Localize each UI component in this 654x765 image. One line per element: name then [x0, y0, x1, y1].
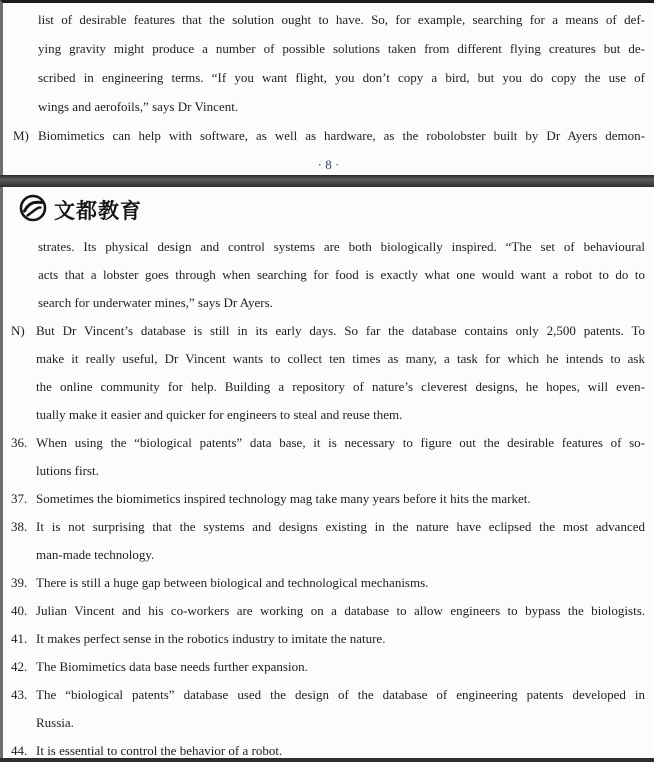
paragraph-label-n: N) [11, 323, 25, 338]
wendu-logo [19, 195, 654, 225]
paragraph-m [13, 121, 645, 150]
page-top [0, 0, 654, 175]
question-number: 44. [11, 743, 28, 758]
text-line: Russia. [36, 715, 74, 730]
page-gap-divider [0, 175, 654, 187]
text-line: strates. Its physical design and control systems are both biologically inspired. “The set of behavioural [38, 239, 645, 254]
question-38 [11, 513, 645, 569]
paragraph-n [11, 317, 645, 429]
text-line: It makes perfect sense in the robotics industry to imitate the nature. [36, 631, 386, 646]
question-number: 41. [11, 631, 28, 646]
text-line: Julian Vincent and his co-workers are working on a database to allow engineers to bypass the biologists. [36, 603, 645, 618]
text-line: make it really useful, Dr Vincent wants to collect ten times as many, a task for which he intends to ask [36, 351, 645, 366]
text-line: man-made technology. [36, 547, 155, 562]
text-line: The Biomimetics data base needs further expansion. [36, 659, 308, 674]
question-number: 40. [11, 603, 28, 618]
scan-bottom-edge [0, 758, 654, 762]
text-line: But Dr Vincent’s database is still in its early days. So far the database contains only 2,500 patents. To [36, 323, 645, 338]
question-number: 43. [11, 687, 28, 702]
question-39 [11, 569, 645, 597]
question-number: 39. [11, 575, 28, 590]
text-line: The “biological patents” database used the design of the database of engineering patents developed in [36, 687, 645, 702]
question-40 [11, 597, 645, 625]
text-line: Sometimes the biomimetics inspired technology mag take many years before it hits the market. [36, 491, 531, 506]
text-line: wings and aerofoils,” says Dr Vincent. [38, 99, 239, 114]
paragraph-m-continuation [38, 233, 645, 317]
paragraph-fragment [38, 5, 645, 121]
page-number: · 8 · [317, 157, 340, 172]
text-line: the online community for help. Building a repository of nature’s cleverest designs, he hopes, will even- [36, 379, 645, 394]
page-bottom [0, 187, 654, 762]
question-number: 37. [11, 491, 28, 506]
text-line: There is still a huge gap between biological and technological mechanisms. [36, 575, 429, 590]
wendu-logo-icon [19, 194, 47, 227]
paragraph-label-m: M) [13, 128, 29, 143]
text-line: It is essential to control the behavior of a robot. [36, 743, 283, 758]
question-number: 42. [11, 659, 28, 674]
text-line: Biomimetics can help with software, as well as hardware, as the robolobster built by Dr Ayers demon- [38, 128, 645, 143]
text-line: It is not surprising that the systems and designs existing in the nature have eclipsed the most advanced [36, 519, 645, 534]
question-43 [11, 681, 645, 737]
text-line: tually make it easier and quicker for engineers to steal and reuse them. [36, 407, 403, 422]
text-line: list of desirable features that the solution ought to have. So, for example, searching for a means of def- [38, 12, 645, 27]
text-line: ying gravity might produce a number of possible solutions taken from different flying creatures but de- [38, 41, 645, 56]
question-number: 36. [11, 435, 28, 450]
text-line: lutions first. [36, 463, 99, 478]
question-37 [11, 485, 645, 513]
text-line: acts that a lobster goes through when searching for food is exactly what one would want a robot to do to [38, 267, 645, 282]
text-line: When using the “biological patents” data base, it is necessary to figure out the desirable features of so- [36, 435, 645, 450]
question-36 [11, 429, 645, 485]
question-41 [11, 625, 645, 653]
text-line: scribed in engineering terms. “If you want flight, you don’t copy a bird, but you do copy the use of [38, 70, 645, 85]
question-number: 38. [11, 519, 28, 534]
text-line: search for underwater mines,” says Dr Ayers. [38, 295, 273, 310]
question-42 [11, 653, 645, 681]
brand-name: 文都教育 [54, 199, 142, 223]
